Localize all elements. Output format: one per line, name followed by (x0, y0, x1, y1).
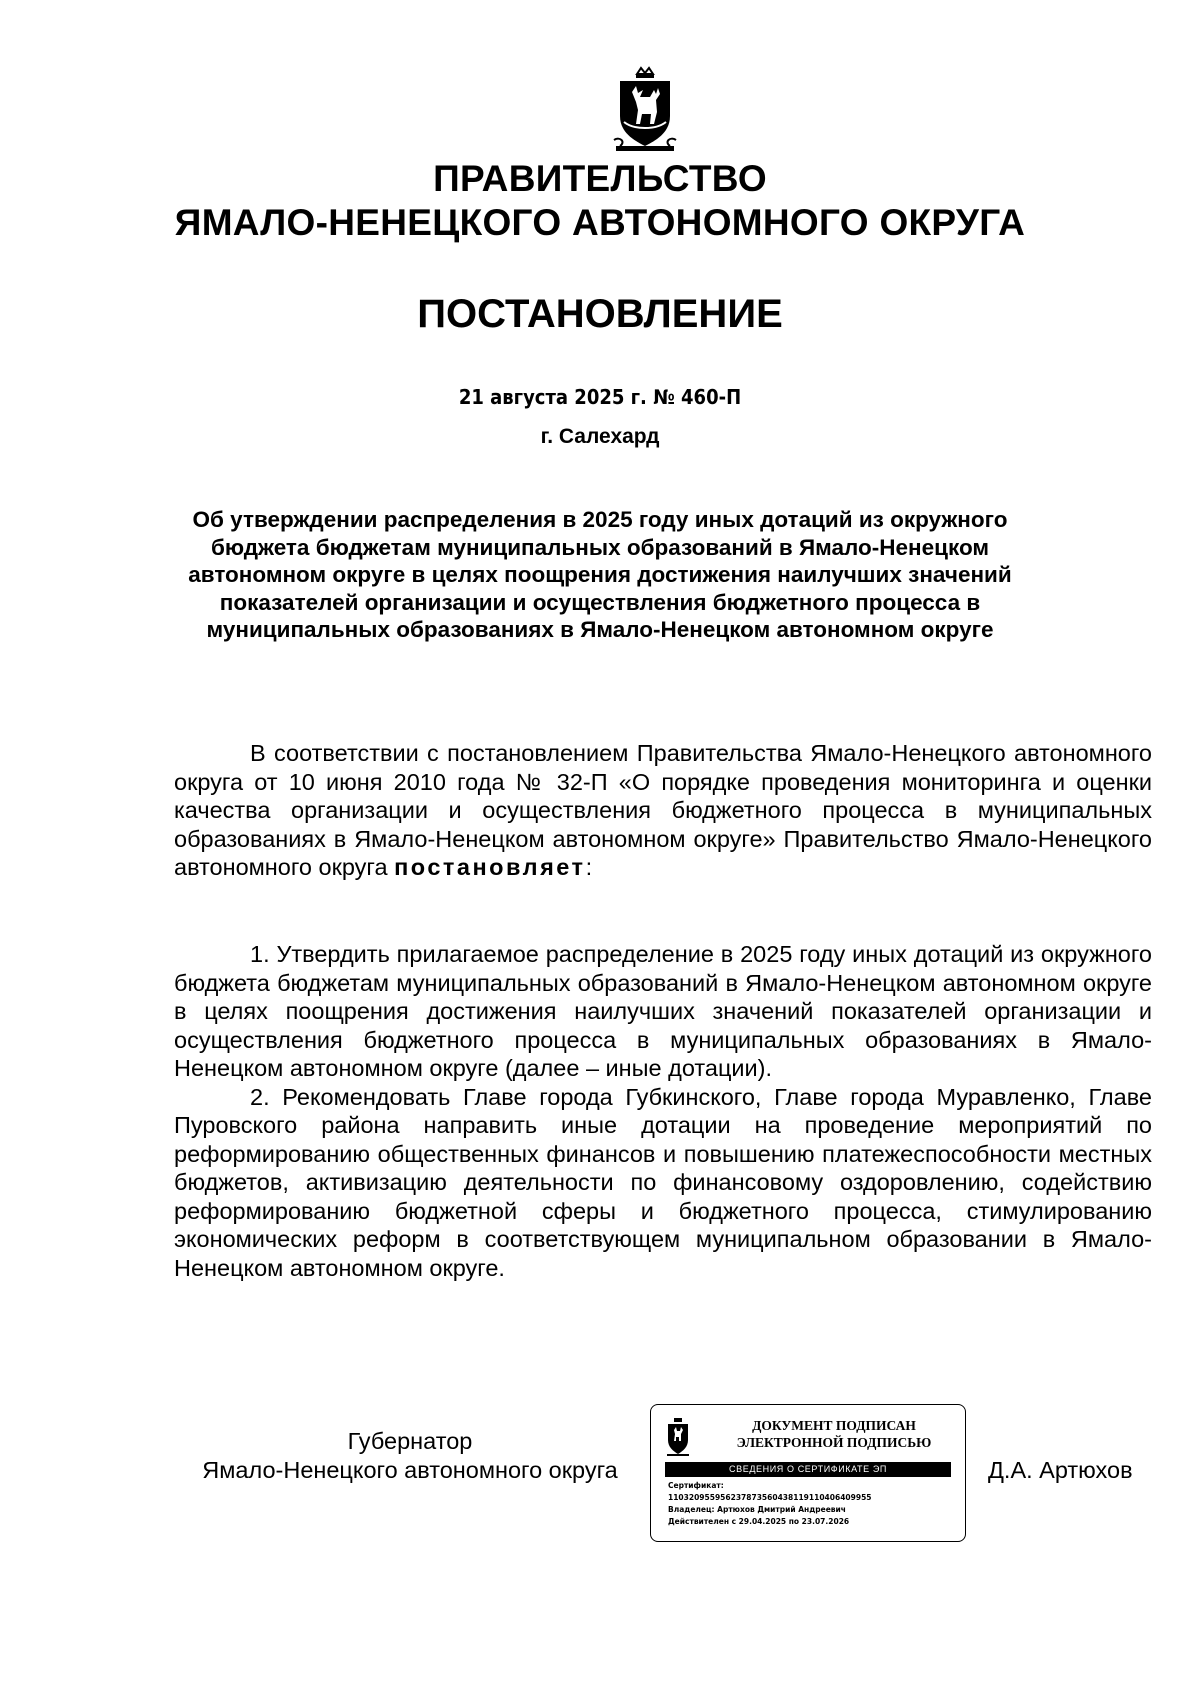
preamble-text: В соответствии с постановлением Правительства Ямало-Ненецкого автономного округа от 10 июня 2010 года № 32-П «О порядке проведения мониторинга и оценки качества организации и осуществления бюджетного процесса в муниципальных образованиях в Ямало-Ненецком автономном округе» Правительство Ямало-Ненецкого автономного округа (174, 740, 1152, 880)
document-subject: Об утверждении распределения в 2025 году иных дотаций из окружного бюджета бюджетам муниципальных образований в Ямало-Ненецком автономном округе в целях поощрения достижения наилучших значений показателей организации и осуществления бюджетного процесса в муниципальных образованиях в Ямало-Ненецком автономном округе (188, 507, 1012, 642)
resolution-point-2: 2. Рекомендовать Главе города Губкинского, Главе города Муравленко, Главе Пуровского района направить иные дотации на проведение мероприятий по реформированию общественных финансов и повышению платежеспособности местных бюджетов, активизацию деятельности по финансовому оздоровлению, содействию реформированию бюджетной сферы и бюджетного процесса, стимулированию экономических реформ в соответствующем муниципальном образовании в Ямало-Ненецком автономном округе. (174, 1083, 1152, 1281)
resolution-points (174, 940, 1152, 1282)
coat-of-arms-icon (610, 64, 680, 152)
stamp-title-line1: ДОКУМЕНТ ПОДПИСАН (752, 1418, 916, 1433)
stamp-details (668, 1480, 958, 1528)
government-name-line1: ПРАВИТЕЛЬСТВО (433, 158, 767, 199)
stamp-certificate-bar: СВЕДЕНИЯ О СЕРТИФИКАТЕ ЭП (665, 1462, 951, 1477)
signer-position (174, 1427, 646, 1485)
preamble (174, 739, 1152, 882)
certificate-number: 110320955956237873560438119110406409955 (668, 1493, 872, 1502)
document-date-number: 21 августа 2025 г. № 460-П (458, 385, 742, 409)
government-name-line2: ЯМАЛО-НЕНЕЦКОГО АВТОНОМНОГО ОКРУГА (174, 202, 1026, 243)
coat-of-arms-icon (665, 1417, 691, 1457)
electronic-signature-stamp (650, 1404, 966, 1542)
signer-position-line1: Губернатор (347, 1428, 473, 1454)
signer-position-line2: Ямало-Ненецкого автономного округа (202, 1457, 618, 1483)
certificate-label: Сертификат: (668, 1481, 724, 1490)
document-type: ПОСТАНОВЛЕНИЕ (417, 292, 783, 336)
decree-colon: : (585, 854, 593, 880)
stamp-title (709, 1417, 959, 1451)
document-city: г. Салехард (540, 425, 660, 448)
stamp-title-line2: ЭЛЕКТРОННОЙ ПОДПИСЬЮ (736, 1435, 932, 1450)
decree-word: постановляет (394, 854, 586, 880)
signer-name: Д.А. Артюхов (988, 1457, 1133, 1483)
resolution-point-1: 1. Утвердить прилагаемое распределение в 2025 году иных дотаций из окружного бюджета бюджетам муниципальных образований в Ямало-Ненецком автономном округе в целях поощрения достижения наилучших значений показателей организации и осуществления бюджетного процесса в муниципальных образованиях в Ямало-Ненецком автономном округе (далее – иные дотации). (174, 941, 1152, 1081)
certificate-validity: Действителен с 29.04.2025 по 23.07.2026 (668, 1517, 850, 1526)
certificate-owner: Владелец: Артюхов Дмитрий Андреевич (668, 1505, 846, 1514)
